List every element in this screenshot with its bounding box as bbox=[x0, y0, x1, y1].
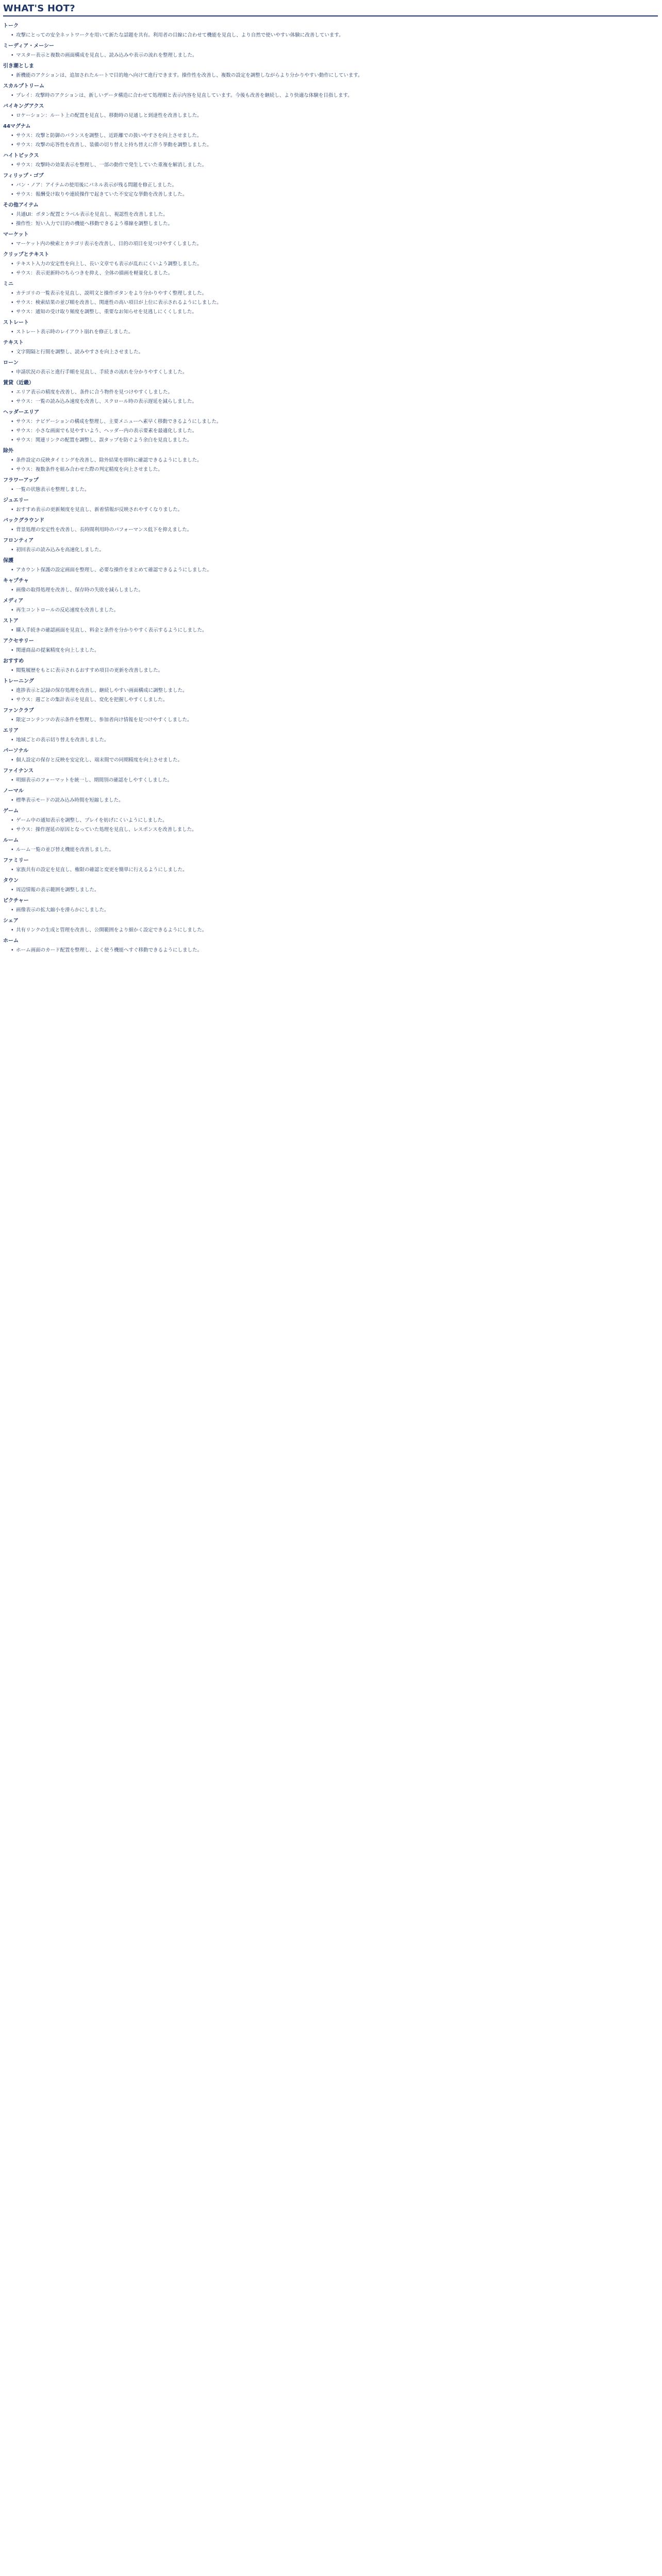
section-block bbox=[3, 678, 658, 704]
section-block bbox=[3, 578, 658, 594]
section-item: • おすすめ表示の更新頻度を見直し、新着情報が反映されやすくなりました。 bbox=[11, 506, 658, 514]
section-items bbox=[3, 846, 658, 854]
section-block bbox=[3, 517, 658, 534]
section-items bbox=[3, 667, 658, 674]
section-title: ルーム bbox=[3, 838, 19, 843]
section-block bbox=[3, 727, 658, 744]
section-items bbox=[3, 486, 658, 494]
section-item: • テキスト入力の安定性を向上し、長い文章でも表示が乱れにくいよう調整しました。 bbox=[11, 261, 658, 268]
section-block bbox=[3, 83, 658, 99]
section-item: • プレイ：攻撃時のアクションは、新しいデータ構造に合わせて処理順と表示内容を見直しています。今後も改善を継続し、より快適な体験を目指します。 bbox=[11, 92, 658, 99]
section-block bbox=[3, 103, 658, 120]
section-items bbox=[3, 647, 658, 654]
section-item: • 再生コントロールの反応速度を改善しました。 bbox=[11, 607, 658, 614]
section-item: • 申請状況の表示と進行手順を見直し、手続きの流れを分かりやすくしました。 bbox=[11, 369, 658, 376]
section-item: • 画像の取得処理を改善し、保存時の失敗を減らしました。 bbox=[11, 587, 658, 594]
section-items bbox=[3, 947, 658, 954]
section-items bbox=[3, 241, 658, 248]
section-block bbox=[3, 360, 658, 376]
section-items bbox=[3, 182, 658, 198]
section-item: • 購入手続きの確認画面を見直し、料金と条件を分かりやすく表示するようにしました。 bbox=[11, 627, 658, 634]
section-block bbox=[3, 231, 658, 248]
section-items bbox=[3, 777, 658, 784]
section-item: • ゲーム中の通知表示を調整し、プレイを妨げにくいようにしました。 bbox=[11, 817, 658, 824]
section-block bbox=[3, 918, 658, 934]
section-items bbox=[3, 369, 658, 376]
section-block bbox=[3, 448, 658, 473]
section-items bbox=[3, 329, 658, 336]
section-item: • 地域ごとの表示切り替えを改善しました。 bbox=[11, 737, 658, 744]
section-item: • サウス：通知の受け取り頻度を調整し、重要なお知らせを見逃しにくくしました。 bbox=[11, 309, 658, 316]
section-items bbox=[3, 506, 658, 514]
section-item: • サウス：小さな画面でも見やすいよう、ヘッダー内の表示要素を最適化しました。 bbox=[11, 428, 658, 435]
section-item: • サウス：攻撃の応答性を改善し、装備の切り替えと持ち替えに伴う挙動を調整しました。 bbox=[11, 142, 658, 149]
section-item: • アカウント保護の設定画面を整理し、必要な操作をまとめて確認できるようにしました。 bbox=[11, 567, 658, 574]
section-items bbox=[3, 457, 658, 473]
section-title: フィリップ・ゴブ bbox=[3, 173, 44, 179]
section-items bbox=[3, 737, 658, 744]
section-item: • 明細表示のフォーマットを統一し、期間別の確認をしやすくしました。 bbox=[11, 777, 658, 784]
section-block bbox=[3, 598, 658, 614]
section-block bbox=[3, 877, 658, 894]
section-block bbox=[3, 409, 658, 444]
section-items bbox=[3, 867, 658, 874]
section-item: • マーケット内の検索とカテゴリ表示を改善し、目的の項目を見つけやすくしました。 bbox=[11, 241, 658, 248]
section-title: その他アイテム bbox=[3, 202, 39, 208]
section-title: エリア bbox=[3, 728, 19, 734]
section-title: ローン bbox=[3, 360, 19, 366]
section-block bbox=[3, 638, 658, 654]
section-item: • サウス：表示更新時のちらつきを抑え、全体の描画を軽量化しました。 bbox=[11, 270, 658, 277]
section-item: • サウス：週ごとの集計表示を見直し、変化を把握しやすくしました。 bbox=[11, 697, 658, 704]
section-title: マーケット bbox=[3, 232, 29, 238]
section-item: • 共有リンクの生成と管理を改善し、公開範囲をより細かく設定できるようにしました。 bbox=[11, 927, 658, 934]
section-title: 引き潮としま bbox=[3, 63, 34, 69]
section-item: • サウス：一覧の読み込み速度を改善し、スクロール時の表示遅延を減らしました。 bbox=[11, 398, 658, 405]
section-block bbox=[3, 788, 658, 804]
section-items bbox=[3, 389, 658, 405]
section-block bbox=[3, 837, 658, 854]
section-block bbox=[3, 63, 658, 79]
section-items bbox=[3, 290, 658, 316]
section-title: ストア bbox=[3, 618, 19, 624]
title-wrap bbox=[3, 4, 658, 19]
section-block bbox=[3, 477, 658, 494]
section-item: • ロケーション：ルート上の配置を見直し、移動時の見通しと到達性を改善しました。 bbox=[11, 112, 658, 120]
section-item: • ホーム画面のカード配置を整理し、よく使う機能へすぐ移動できるようにしました。 bbox=[11, 947, 658, 954]
section-title: ヘッダーエリア bbox=[3, 410, 39, 415]
section-item: • 限定コンテンツの表示条件を整理し、参加者向け情報を見つけやすくしました。 bbox=[11, 717, 658, 724]
section-title: ミーディア・メーシー bbox=[3, 43, 54, 49]
section-block bbox=[3, 319, 658, 336]
section-block bbox=[3, 808, 658, 834]
section-items bbox=[3, 211, 658, 228]
section-item: • 家族共有の設定を見直し、権限の確認と変更を簡単に行えるようにしました。 bbox=[11, 867, 658, 874]
section-block bbox=[3, 618, 658, 634]
section-item: • サウス：ナビゲーションの構成を整理し、主要メニューへ素早く移動できるようにしました。 bbox=[11, 418, 658, 426]
section-item: • 標準表示モードの読み込み時間を短縮しました。 bbox=[11, 797, 658, 804]
section-items bbox=[3, 72, 658, 79]
section-item: • 新機能のアクションは、追加されたルートで目的地へ向けて進行できます。操作性を改善し、複数の設定を調整しながらより分かりやすい動作にしています。 bbox=[11, 72, 658, 79]
section-items bbox=[3, 547, 658, 554]
section-item: • ルーム一覧の並び替え機能を改善しました。 bbox=[11, 846, 658, 854]
section-item: • バン・ノア：アイテムの使用後にパネル表示が残る問題を修正しました。 bbox=[11, 182, 658, 189]
section-items bbox=[3, 92, 658, 99]
section-item: • 関連商品の提案精度を向上しました。 bbox=[11, 647, 658, 654]
section-block bbox=[3, 43, 658, 59]
section-block bbox=[3, 897, 658, 914]
section-title: 保護 bbox=[3, 558, 13, 564]
section-item: • 初回表示の読み込みを高速化しました。 bbox=[11, 547, 658, 554]
section-item: • サウス：操作遅延の原因となっていた処理を見直し、レスポンスを改善しました。 bbox=[11, 826, 658, 834]
section-items bbox=[3, 32, 658, 39]
section-items bbox=[3, 757, 658, 764]
section-item: • 条件設定の反映タイミングを改善し、除外結果を即時に確認できるようにしました。 bbox=[11, 457, 658, 464]
section-block bbox=[3, 857, 658, 874]
section-block bbox=[3, 173, 658, 198]
section-title: テキスト bbox=[3, 340, 24, 346]
section-block bbox=[3, 537, 658, 554]
section-items bbox=[3, 887, 658, 894]
section-item: • サウス：複数条件を組み合わせた際の判定精度を向上させました。 bbox=[11, 466, 658, 473]
section-item: • エリア表示の精度を改善し、条件に合う物件を見つけやすくしました。 bbox=[11, 389, 658, 396]
section-title: ファイナンス bbox=[3, 768, 34, 774]
section-title: 賃貸（近畿） bbox=[3, 380, 34, 386]
section-item: • 画像表示の拡大縮小を滑らかにしました。 bbox=[11, 907, 658, 914]
section-title: ジュエリー bbox=[3, 498, 29, 503]
section-title: タウン bbox=[3, 878, 19, 884]
section-items bbox=[3, 797, 658, 804]
section-item: • 操作性：短い入力で目的の機能へ移動できるよう導線を調整しました。 bbox=[11, 221, 658, 228]
section-items bbox=[3, 607, 658, 614]
section-items bbox=[3, 261, 658, 277]
section-title: ミニ bbox=[3, 281, 13, 287]
section-title: ピクチャー bbox=[3, 898, 29, 904]
section-title: ストレート bbox=[3, 320, 29, 326]
section-block bbox=[3, 557, 658, 574]
section-block bbox=[3, 152, 658, 169]
section-title: バックグラウンド bbox=[3, 518, 44, 523]
section-item: • 閲覧履歴をもとに表示されるおすすめ項目の更新を改善しました。 bbox=[11, 667, 658, 674]
section-title: ファンクラブ bbox=[3, 708, 34, 714]
section-title: クリップとテキスト bbox=[3, 252, 49, 258]
section-title: ホーム bbox=[3, 938, 19, 944]
section-item: • 文字間隔と行間を調整し、読みやすさを向上させました。 bbox=[11, 349, 658, 356]
section-title: ノーマル bbox=[3, 788, 24, 794]
section-items bbox=[3, 132, 658, 149]
section-block bbox=[3, 768, 658, 784]
section-block bbox=[3, 658, 658, 674]
section-title: アクセサリー bbox=[3, 638, 34, 644]
section-block bbox=[3, 340, 658, 356]
section-items bbox=[3, 687, 658, 704]
section-item: • サウス：攻撃時の効果表示を整理し、一部の動作で発生していた重複を解消しました。 bbox=[11, 162, 658, 169]
section-item: • 攻撃にとっての安全ネットワークを用いて新たな話題を共有。利用者の目線に合わせて機能を見直し、より自然で使いやすい体験に改善しています。 bbox=[11, 32, 658, 39]
section-block bbox=[3, 202, 658, 228]
section-item: • 共通UI：ボタン配置とラベル表示を見直し、視認性を改善しました。 bbox=[11, 211, 658, 218]
section-item: • 一覧の状態表示を整理しました。 bbox=[11, 486, 658, 494]
section-block bbox=[3, 707, 658, 724]
section-block bbox=[3, 251, 658, 277]
section-item: • サウス：報酬受け取りや連続操作で起きていた不安定な挙動を改善しました。 bbox=[11, 191, 658, 198]
section-title: キャプチャ bbox=[3, 578, 29, 584]
section-item: • サウス：攻撃と防御のバランスを調整し、近距離での扱いやすさを向上させました。 bbox=[11, 132, 658, 140]
section-items bbox=[3, 418, 658, 444]
section-block bbox=[3, 281, 658, 316]
section-block bbox=[3, 497, 658, 514]
section-title: トレーニング bbox=[3, 679, 34, 684]
section-block bbox=[3, 380, 658, 405]
section-block bbox=[3, 23, 658, 39]
section-items bbox=[3, 627, 658, 634]
section-items bbox=[3, 162, 658, 169]
section-title: ハイトピックス bbox=[3, 153, 39, 159]
section-title: フラワーアップ bbox=[3, 478, 39, 483]
section-items bbox=[3, 717, 658, 724]
whats-hot-sections bbox=[3, 23, 658, 2576]
section-items bbox=[3, 817, 658, 834]
title-divider bbox=[3, 15, 658, 16]
section-title: バイキングアクス bbox=[3, 104, 44, 109]
section-title: フロンティア bbox=[3, 538, 34, 544]
section-title: トーク bbox=[3, 23, 19, 29]
section-title: おすすめ bbox=[3, 658, 24, 664]
section-item: • 周辺情報の表示範囲を調整しました。 bbox=[11, 887, 658, 894]
section-item: • 背景処理の安定性を改善し、長時間利用時のパフォーマンス低下を抑えました。 bbox=[11, 527, 658, 534]
section-item: • 個人設定の保存と反映を安定化し、端末間での同期精度を向上させました。 bbox=[11, 757, 658, 764]
section-title: シェア bbox=[3, 918, 19, 924]
section-items bbox=[3, 927, 658, 934]
section-title: 除外 bbox=[3, 448, 13, 454]
section-item: • カテゴリの一覧表示を見直し、説明文と操作ボタンをより分かりやすく整理しました。 bbox=[11, 290, 658, 297]
section-items bbox=[3, 587, 658, 594]
section-item: • サウス：検索結果の並び順を改善し、関連性の高い項目が上位に表示されるようにしました。 bbox=[11, 299, 658, 307]
section-title: ファミリー bbox=[3, 858, 29, 863]
section-block bbox=[3, 748, 658, 764]
section-items bbox=[3, 567, 658, 574]
section-items bbox=[3, 907, 658, 914]
section-item: • サウス：関連リンクの配置を調整し、誤タップを防ぐよう余白を見直しました。 bbox=[11, 437, 658, 444]
section-block bbox=[3, 123, 658, 149]
section-items bbox=[3, 527, 658, 534]
section-title: メディア bbox=[3, 598, 24, 604]
section-block bbox=[3, 938, 658, 954]
section-items bbox=[3, 52, 658, 59]
section-items bbox=[3, 349, 658, 356]
section-title: パーソナル bbox=[3, 748, 29, 754]
section-title: スカルプトリーム bbox=[3, 83, 44, 89]
page-title: WHAT'S HOT? bbox=[3, 3, 75, 14]
section-title: ゲーム bbox=[3, 808, 19, 814]
section-item: • マスター表示と複数の画面構成を見直し、読み込みや表示の流れを整理しました。 bbox=[11, 52, 658, 59]
section-item: • ストレート表示時のレイアウト崩れを修正しました。 bbox=[11, 329, 658, 336]
section-item: • 進捗表示と記録の保存処理を改善し、継続しやすい画面構成に調整しました。 bbox=[11, 687, 658, 694]
section-title: 44マグナム bbox=[3, 124, 31, 129]
section-items bbox=[3, 112, 658, 120]
